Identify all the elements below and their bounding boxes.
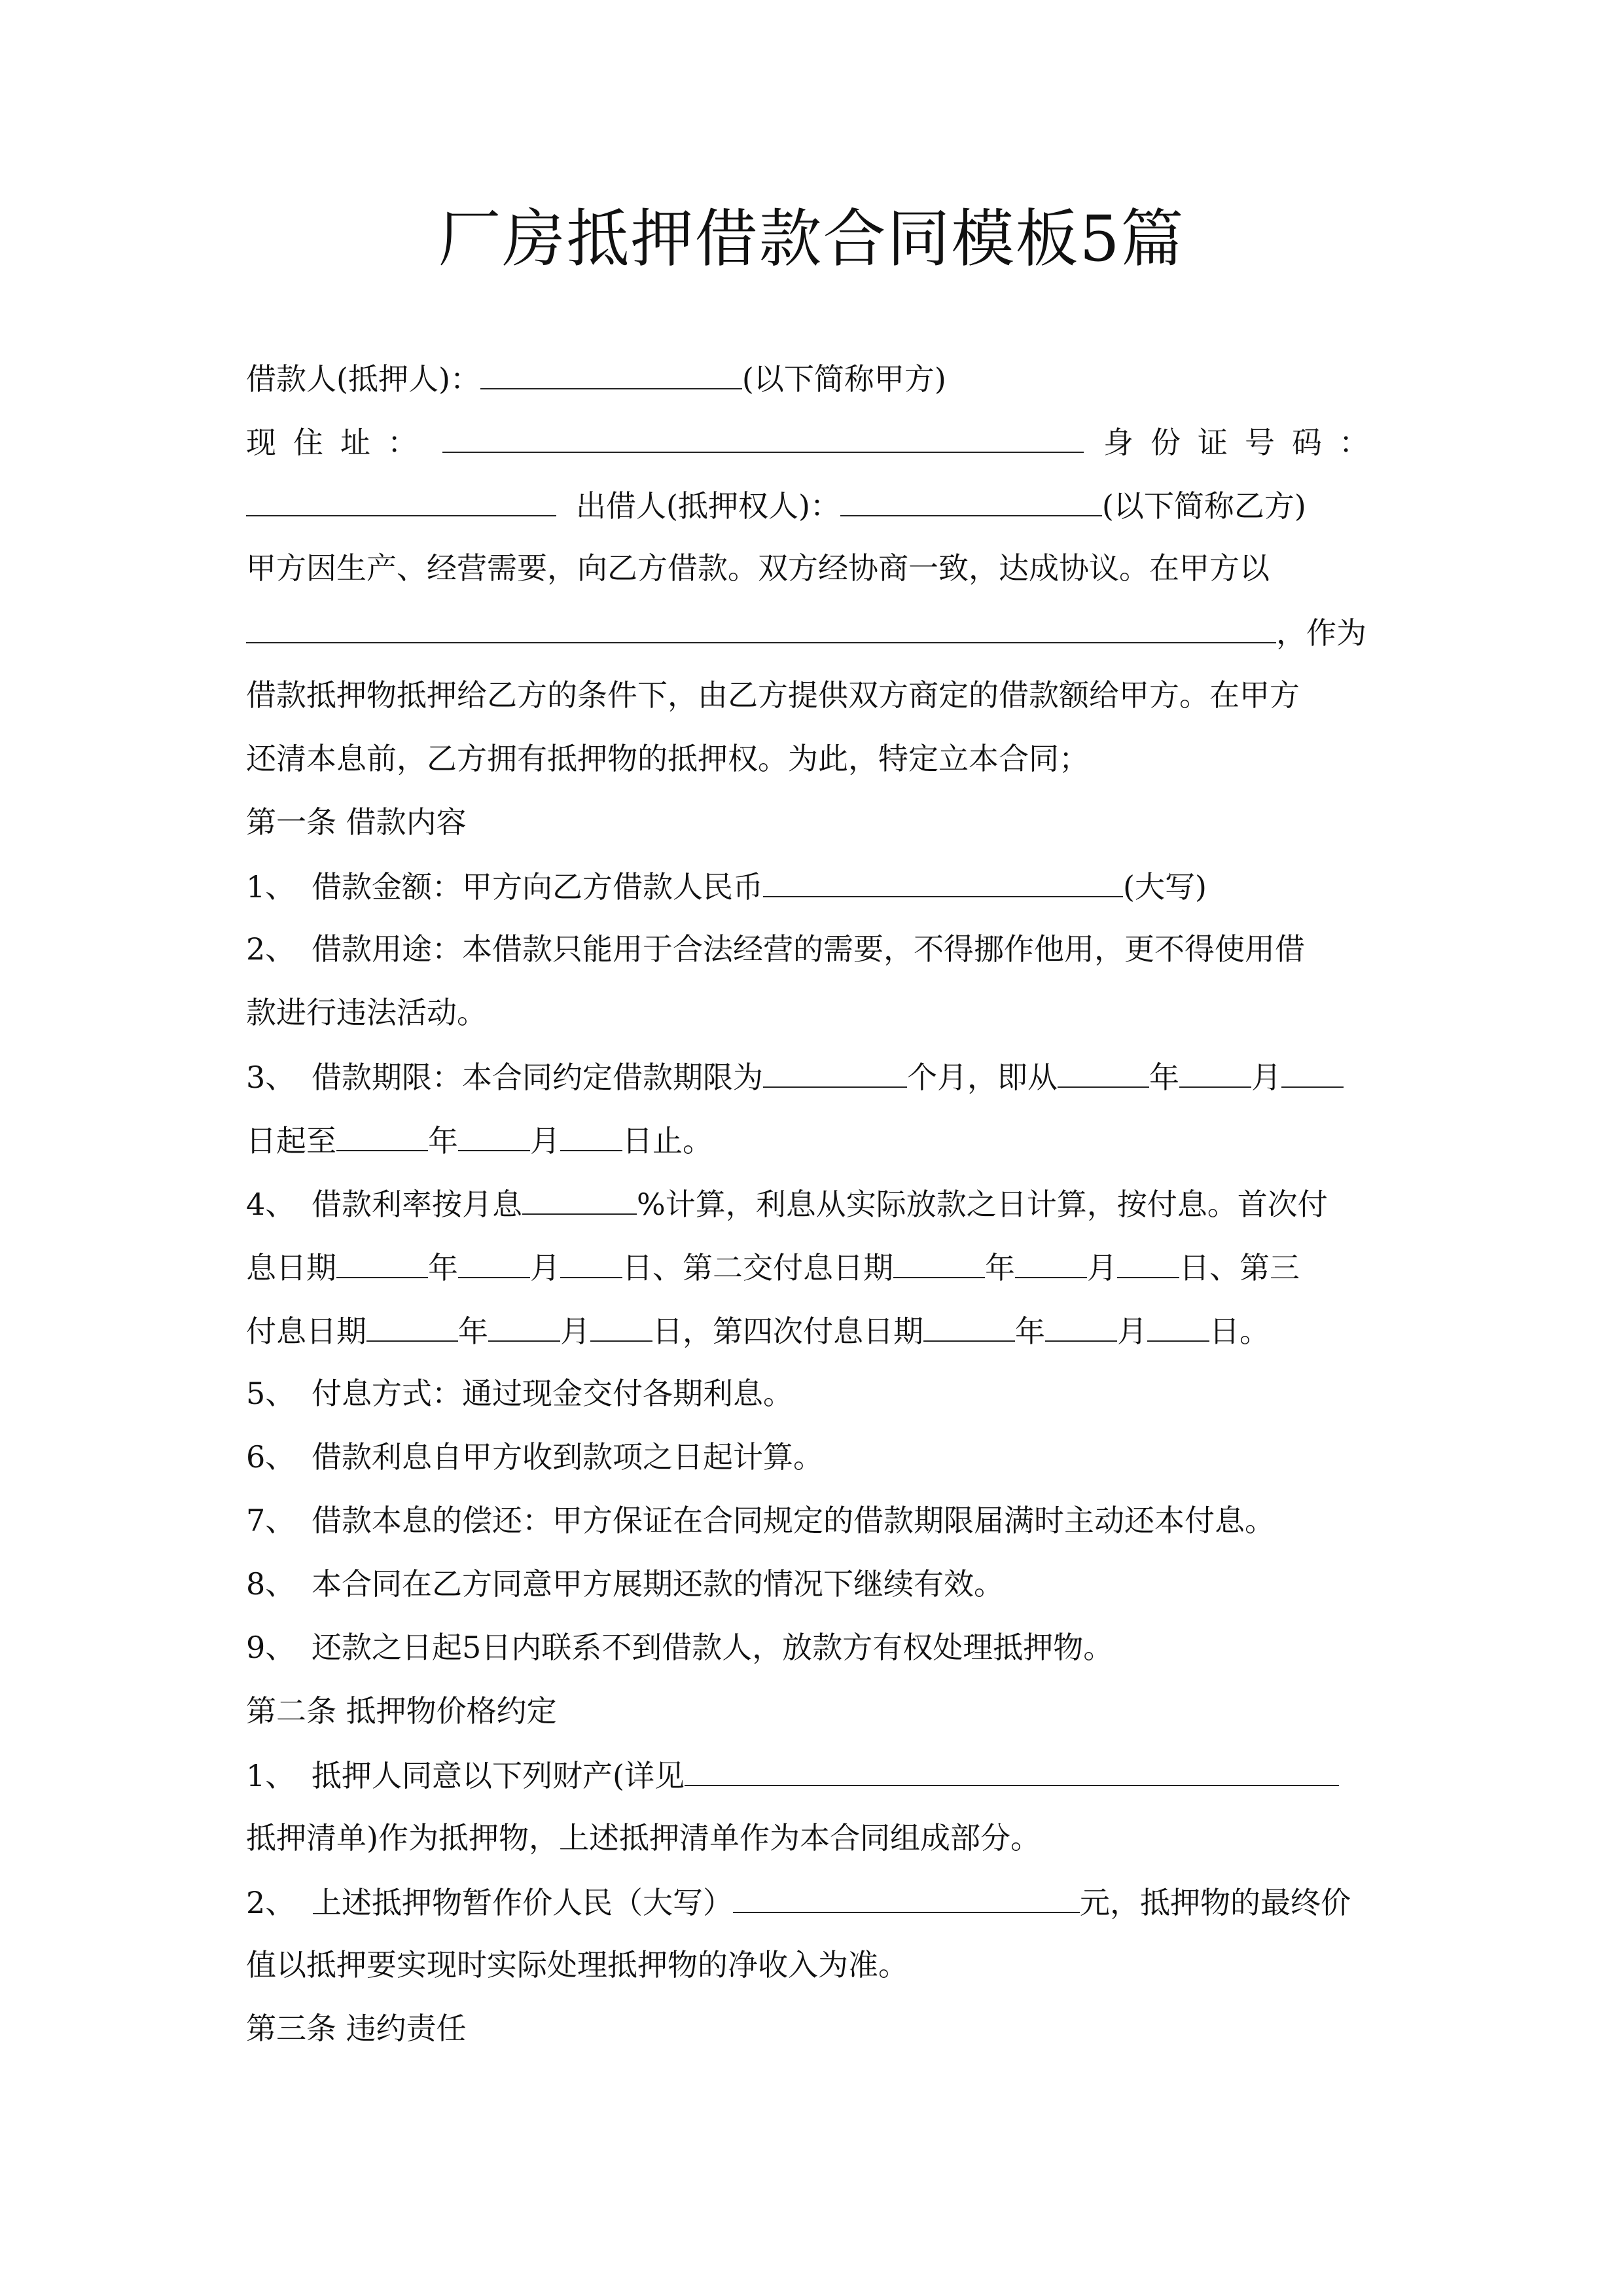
lender-blank[interactable] (840, 484, 1102, 516)
paragraph-line: ，作为 (246, 611, 1378, 654)
date-blank[interactable] (893, 1246, 985, 1278)
paragraph-line: 还清本息前，乙方拥有抵押物的抵押权。为此，特定立本合同； (246, 741, 1089, 776)
date-blank[interactable] (336, 1246, 428, 1278)
date-blank[interactable] (458, 1246, 530, 1278)
valuation-blank[interactable] (733, 1880, 1080, 1913)
paragraph-line: 抵押清单)作为抵押物，上述抵押清单作为本合同组成部分。 (246, 1820, 1041, 1856)
date-blank[interactable] (1117, 1246, 1179, 1278)
clause-1-5: 5、 付息方式：通过现金交付各期利息。 (246, 1376, 793, 1411)
date-blank[interactable] (1281, 1055, 1344, 1088)
document-title: 厂房抵押借款合同模板5篇 (438, 202, 1185, 276)
address-blank[interactable] (442, 420, 1084, 453)
address-line: 现住址： 身份证号码： (246, 420, 1378, 463)
date-blank[interactable] (923, 1309, 1015, 1342)
date-blank[interactable] (366, 1309, 458, 1342)
article-3-heading: 第三条 违约责任 (246, 2011, 467, 2046)
paragraph-line: 值以抵押要实现时实际处理抵押物的净收入为准。 (246, 1947, 908, 1982)
paragraph-line: 甲方因生产、经营需要，向乙方借款。双方经协商一致，达成协议。在甲方以 (246, 550, 1270, 586)
date-blank[interactable] (560, 1246, 622, 1278)
paragraph-line: 款进行违法活动。 (246, 995, 487, 1030)
clause-2-1: 1、 抵押人同意以下列财产(详见 (246, 1753, 1378, 1797)
clause-1-7: 7、 借款本息的偿还：甲方保证在合同规定的借款期限届满时主动还本付息。 (246, 1503, 1275, 1538)
clause-1-3: 3、 借款期限：本合同约定借款期限为 个月，即从 年 月 (246, 1055, 1378, 1098)
paragraph-line: 息日期 年 月 日、第二交付息日期 年 月 日、第三 (246, 1246, 1378, 1289)
date-blank[interactable] (488, 1309, 560, 1342)
date-blank[interactable] (1045, 1309, 1117, 1342)
interest-rate-blank[interactable] (522, 1182, 637, 1215)
clause-1-1: 1、 借款金额：甲方向乙方借款人民币 (大写) (246, 865, 1378, 908)
date-blank[interactable] (458, 1119, 530, 1151)
date-blank[interactable] (1015, 1246, 1087, 1278)
collateral-blank[interactable] (246, 611, 1276, 643)
date-blank[interactable] (1179, 1055, 1251, 1088)
paragraph-line: 付息日期 年 月 日，第四次付息日期 年 月 日。 (246, 1309, 1378, 1352)
amount-blank[interactable] (763, 865, 1123, 897)
date-blank[interactable] (1058, 1055, 1149, 1088)
date-blank[interactable] (1147, 1309, 1209, 1342)
paragraph-line: 日起至 年 月 日止。 (246, 1119, 1378, 1162)
id-number-blank[interactable] (246, 484, 556, 516)
article-1-heading: 第一条 借款内容 (246, 804, 467, 840)
clause-1-9: 9、 还款之日起5日内联系不到借款人，放款方有权处理抵押物。 (246, 1630, 1114, 1665)
borrower-line: 借款人(抵押人)： (以下简称甲方) (246, 357, 1378, 400)
borrower-blank[interactable] (480, 357, 742, 389)
clause-1-8: 8、 本合同在乙方同意甲方展期还款的情况下继续有效。 (246, 1566, 1004, 1602)
clause-2-2: 2、 上述抵押物暂作价人民（大写） 元，抵押物的最终价 (246, 1880, 1378, 1924)
date-blank[interactable] (590, 1309, 652, 1342)
clause-1-2: 2、 借款用途：本借款只能用于合法经营的需要，不得挪作他用，更不得使用借 (246, 931, 1305, 967)
property-list-blank[interactable] (685, 1753, 1339, 1786)
date-blank[interactable] (560, 1119, 622, 1151)
lender-line: 出借人(抵押权人)： (以下简称乙方) (246, 484, 1378, 527)
term-months-blank[interactable] (763, 1055, 907, 1088)
article-2-heading: 第二条 抵押物价格约定 (246, 1693, 557, 1729)
clause-1-6: 6、 借款利息自甲方收到款项之日起计算。 (246, 1439, 823, 1475)
date-blank[interactable] (336, 1119, 428, 1151)
paragraph-line: 借款抵押物抵押给乙方的条件下，由乙方提供双方商定的借款额给甲方。在甲方 (246, 677, 1300, 713)
clause-1-4: 4、 借款利率按月息 %计算，利息从实际放款之日计算，按付息。首次付 (246, 1182, 1378, 1225)
